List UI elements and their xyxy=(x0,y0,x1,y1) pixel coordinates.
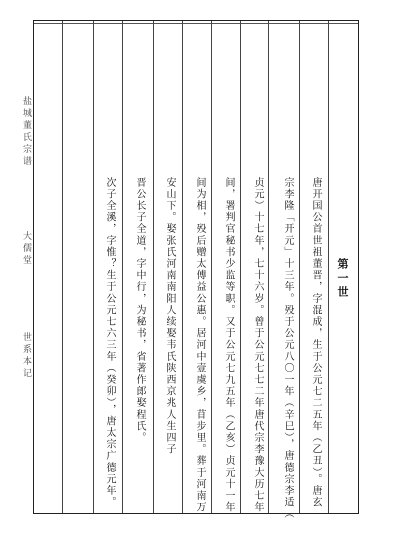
grid-line xyxy=(328,21,329,513)
grid-line xyxy=(268,21,269,513)
grid-line xyxy=(93,21,94,513)
grid-line xyxy=(153,21,154,513)
text-column-3: 贞元）十七年，七十六岁。曾于公元七七二年唐代宗李豫大历七年 xyxy=(252,177,263,514)
hall-name-label: 大儒堂 xyxy=(21,231,31,267)
grid-line xyxy=(182,21,183,513)
generation-heading: 第一世 xyxy=(336,258,349,300)
text-column-1: 唐开国公首世祖董晋，字混成，生于公元七二五年（乙丑）。唐玄 xyxy=(310,177,321,509)
text-column-7: 晋公长子全道，字中行，为秘书，省著作郎娶程氏。 xyxy=(134,177,145,444)
grid-line xyxy=(122,21,123,513)
clan-register-label: 盐城董氏宗谱 xyxy=(21,96,31,168)
top-rule xyxy=(34,23,358,24)
grid-line xyxy=(299,21,300,513)
text-column-4: 间，署判官秘书少监等职。又于公元七九五年（乙亥）贞元十一年 xyxy=(223,177,234,514)
text-column-6: 安山下。娶张氏河南南阳人续娶韦氏陕西京兆人生四子 xyxy=(164,177,175,456)
grid-line xyxy=(240,21,241,513)
grid-line xyxy=(62,21,63,513)
text-column-5: 间为相，殁后赠太傅益公惠。居河中壹虞乡，苜步里。葬于河南万 xyxy=(194,177,205,514)
grid-line xyxy=(211,21,212,513)
text-column-8: 次子全溪，字惟？生于公元七六三年（癸卯），唐太宗广德元年。 xyxy=(104,177,115,509)
section-title-label: 世系本记 xyxy=(21,332,31,380)
text-column-2: 宗李隆「开元」十三年。殁于公元八〇一年（辛巳），唐德宗李适（ xyxy=(282,177,293,520)
